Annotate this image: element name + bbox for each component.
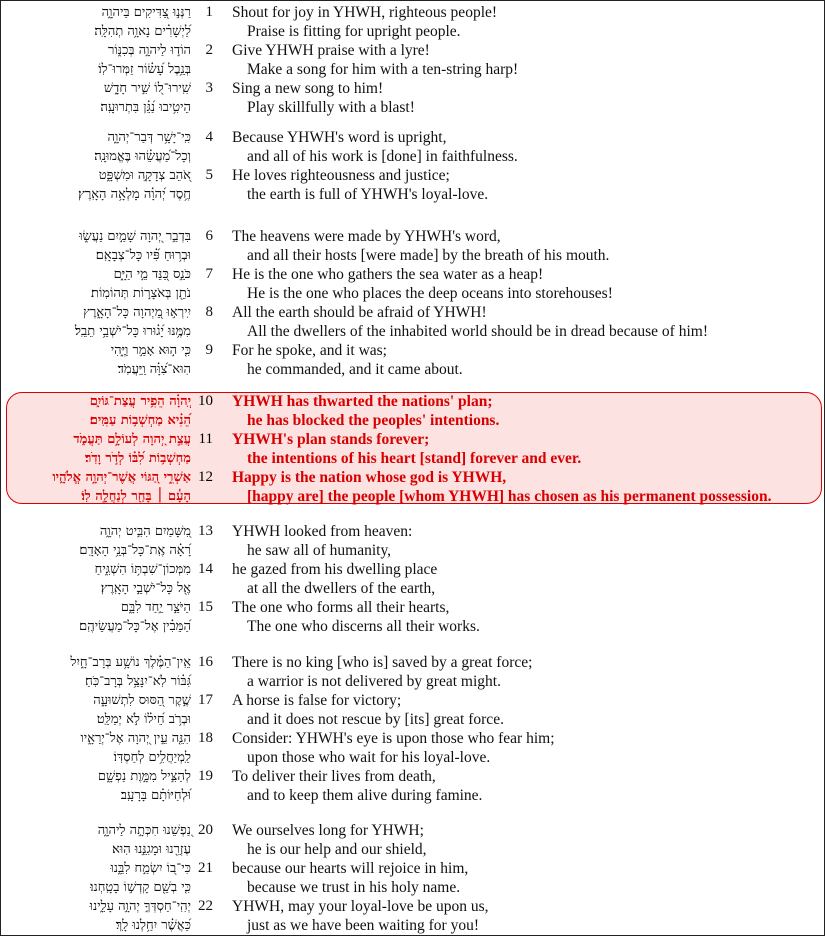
verse-continuation-line	[1, 60, 824, 79]
verse-line	[1, 41, 824, 60]
hebrew-text: הִנֵּ֤ה עֵ֣ין יְ֭הוָה אֶל־יְרֵאָ֑יו	[80, 731, 191, 746]
hebrew-text: לַ֝יְשָׁרִ֗ים נָאוָ֥ה תְהִלָּֽה׃	[94, 24, 191, 39]
hebrew-text: בִּדְבַ֣ר יְ֭הוָה שָׁמַ֣יִם נַעֲשׂ֑וּ	[79, 229, 191, 244]
hebrew-text: הַיֹּצֵ֣ר יַ֣חַד לִבָּ֑ם	[120, 600, 191, 615]
stanza	[1, 3, 824, 117]
verse-number: 5	[205, 167, 213, 183]
verse-number: 6	[205, 228, 213, 244]
verse-continuation-line	[1, 487, 824, 506]
hebrew-text: וּבְר֥וּחַ פִּ֝֗יו כָּל־צְבָאָֽם׃	[95, 248, 191, 263]
hebrew-text: רַנְּנ֣וּ צַ֭דִּיקִים בַּיהוָ֑ה	[101, 5, 191, 20]
english-translation: and all of his work is [done] in faithfulness.	[247, 148, 518, 165]
english-translation: The one who discerns all their works.	[247, 618, 480, 635]
hebrew-text: נֹתֵ֖ן בְּאֹצָר֣וֹת תְּהוֹמֽוֹת׃	[91, 286, 191, 301]
verse-continuation-line	[1, 147, 824, 166]
verse-continuation-line	[1, 916, 824, 935]
hebrew-text: לַֽמְיַחֲלִ֥ים לְחַסְדּֽוֹ׃	[113, 750, 191, 765]
verse-line	[1, 128, 824, 147]
verse-line	[1, 560, 824, 579]
verse-number: 22	[198, 898, 213, 914]
verse-line	[1, 392, 824, 411]
verse-line	[1, 3, 824, 22]
hebrew-text: כִּי־ב֭וֹ יִשְׂמַ֣ח לִבֵּ֑נוּ	[110, 861, 191, 876]
verse-number: 16	[198, 654, 213, 670]
verse-line	[1, 468, 824, 487]
hebrew-text: כִּ֤י בְשֵׁ֖ם קָדְשׁ֣וֹ בָטָֽחְנוּ׃	[90, 880, 191, 895]
english-translation: YHWH's plan stands forever;	[232, 431, 430, 448]
verse-continuation-line	[1, 449, 824, 468]
verse-continuation-line	[1, 579, 824, 598]
verse-line	[1, 166, 824, 185]
english-translation: and all their hosts [were made] by the breath of his mouth.	[247, 247, 610, 264]
verse-number: 13	[198, 523, 213, 539]
hebrew-text: עֲצַ֣ת יְ֭הוָה לְעוֹלָ֣ם תַּעֲמֹ֑ד	[73, 432, 191, 447]
english-translation: All the earth should be afraid of YHWH!	[232, 304, 487, 321]
hebrew-text: אֵֽין־הַמֶּ֗לֶךְ נוֹשָׁ֥ע בְּרָב־חָ֑יִל	[70, 655, 191, 670]
verse-number: 10	[198, 393, 213, 409]
hebrew-text: הָעָ֓ם ׀ בָּחַ֖ר לְנַחֲלָ֣ה לֽוֹ׃	[81, 489, 191, 504]
hebrew-text: אַשְׁרֵ֣י הַ֭גּוֹי אֲשֶׁר־יְהוָ֣ה אֱלֹהָ֑יו	[52, 470, 191, 485]
verse-continuation-line	[1, 710, 824, 729]
hebrew-text: כַּ֝אֲשֶׁ֗ר יִחַ֥לְנוּ לָֽךְ׃	[115, 918, 191, 933]
english-translation: just as we have been waiting for you!	[247, 917, 480, 934]
english-translation: Make a song for him with a ten-string harp!	[247, 61, 519, 78]
english-translation: Praise is fitting for upright people.	[247, 23, 461, 40]
english-translation: Sing a new song to him!	[232, 80, 384, 97]
verse-line	[1, 265, 824, 284]
verse-continuation-line	[1, 672, 824, 691]
verse-continuation-line	[1, 98, 824, 117]
hebrew-text: חֶ֥סֶד יְ֝הוָ֗ה מָלְאָ֥ה הָאָֽרֶץ׃	[78, 187, 191, 202]
english-translation: Play skillfully with a blast!	[247, 99, 415, 116]
verse-continuation-line	[1, 617, 824, 636]
hebrew-text: מִמְּכוֹן־שִׁבְתּ֥וֹ הִשְׁגִּ֑יחַ	[94, 562, 191, 577]
verse-line	[1, 522, 824, 541]
verse-number: 4	[205, 129, 213, 145]
english-translation: Happy is the nation whose god is YHWH,	[232, 469, 507, 486]
hebrew-text: הֽוּא־צִ֝וָּ֗ה וַֽיַּעֲמֹֽד׃	[117, 362, 191, 377]
english-translation: The one who forms all their hearts,	[232, 599, 450, 616]
hebrew-text: מִ֭שָּׁמַיִם הִבִּ֣יט יְהוָ֑ה	[99, 524, 191, 539]
hebrew-text: כִּ֤י ה֣וּא אָמַ֣ר וַיֶּ֑הִי	[110, 343, 191, 358]
verse-number: 21	[198, 860, 213, 876]
verse-line	[1, 859, 824, 878]
hebrew-text: יְהִֽי־חַסְדְּךָ֣ יְהוָ֣ה עָלֵ֑ינוּ	[89, 899, 191, 914]
verse-continuation-line	[1, 322, 824, 341]
english-translation: Because YHWH's word is upright,	[232, 129, 447, 146]
verse-line	[1, 598, 824, 617]
stanza	[1, 653, 824, 805]
hebrew-text: כִּֽי־יָשָׁ֥ר דְּבַר־יְהוָ֑ה	[107, 130, 191, 145]
verse-number: 12	[198, 469, 213, 485]
hebrew-text: רָ֝אָ֗ה אֶֽת־כָּל־בְּנֵ֥י הָאָדָֽם׃	[79, 543, 191, 558]
hebrew-text: לְהַצִּ֣יל מִמָּ֣וֶת נַפְשָׁ֑ם	[97, 769, 191, 784]
verse-continuation-line	[1, 786, 824, 805]
english-translation: upon those who wait for his loyal-love.	[247, 749, 491, 766]
stanza-highlighted	[1, 392, 824, 506]
verse-number: 11	[198, 431, 213, 447]
verse-line	[1, 767, 824, 786]
english-translation: He loves righteousness and justice;	[232, 167, 450, 184]
english-translation: There is no king [who is] saved by a great force;	[232, 654, 533, 671]
hebrew-text: הַ֝מֵּבִ֗ין אֶל־כָּל־מַעֲשֵׂיהֶֽם׃	[79, 619, 191, 634]
hebrew-text: בְּנֵ֥בֶל עָ֝שׂ֗וֹר זַמְּרוּ־לֽוֹ׃	[98, 62, 191, 77]
verse-line	[1, 729, 824, 748]
english-translation: he gazed from his dwelling place	[232, 561, 438, 578]
verse-number: 2	[205, 42, 213, 58]
hebrew-text: יְֽהוָ֗ה הֵפִ֥יר עֲצַת־גּוֹיִ֑ם	[89, 394, 191, 409]
hebrew-text: הוֹד֣וּ לַיהוָ֣ה בְּכִנּ֑וֹר	[108, 43, 191, 58]
hebrew-text: הֵ֝נִ֗יא מַחְשְׁב֥וֹת עַמִּֽים׃	[89, 413, 191, 428]
verse-number: 7	[205, 266, 213, 282]
english-translation: he commanded, and it came about.	[247, 361, 463, 378]
hebrew-text: מַחְשְׁב֥וֹת לִ֝בּ֗וֹ לְדֹ֣ר וָדֹֽר׃	[84, 451, 191, 466]
verse-continuation-line	[1, 878, 824, 897]
verse-continuation-line	[1, 284, 824, 303]
english-translation: the intentions of his heart [stand] forever and ever.	[247, 450, 582, 467]
stanza	[1, 227, 824, 379]
verse-number: 17	[198, 692, 213, 708]
verse-continuation-line	[1, 22, 824, 41]
verse-line	[1, 691, 824, 710]
hebrew-text: וּ֝לְחַיּוֹתָ֗ם בָּרָעָֽב׃	[120, 788, 191, 803]
verse-number: 18	[198, 730, 213, 746]
verse-continuation-line	[1, 246, 824, 265]
english-translation: YHWH has thwarted the nations' plan;	[232, 393, 493, 410]
hebrew-text: גִּ֝בּ֗וֹר לֹֽא־יִנָּצֵ֥ל בְּרָב־כֹּֽחַ׃	[85, 674, 191, 689]
stanza	[1, 522, 824, 636]
english-translation: He is the one who gathers the sea water as a heap!	[232, 266, 544, 283]
verse-number: 1	[205, 4, 213, 20]
english-translation: because we trust in his holy name.	[247, 879, 461, 896]
hebrew-text: שִֽׁירוּ־ל֭וֹ שִׁ֣יר חָדָ֑שׁ	[103, 81, 191, 96]
english-translation: We ourselves long for YHWH;	[232, 822, 424, 839]
hebrew-text: אֹ֭הֵב צְדָקָ֣ה וּמִשְׁפָּ֑ט	[98, 168, 191, 183]
english-translation: YHWH, may your loyal-love be upon us,	[232, 898, 489, 915]
english-translation: A horse is false for victory;	[232, 692, 402, 709]
stanza	[1, 128, 824, 204]
verse-line	[1, 227, 824, 246]
verse-number: 9	[205, 342, 213, 358]
english-translation: For he spoke, and it was;	[232, 342, 387, 359]
verse-continuation-line	[1, 411, 824, 430]
english-translation: All the dwellers of the inhabited world should be in dread because of him!	[247, 323, 708, 340]
english-translation: Give YHWH praise with a lyre!	[232, 42, 430, 59]
hebrew-text: כֹּנֵ֣ס כַּ֭נֵּד מֵ֣י הַיָּ֑ם	[113, 267, 191, 282]
english-translation: because our hearts will rejoice in him,	[232, 860, 469, 877]
english-translation: the earth is full of YHWH's loyal-love.	[247, 186, 489, 203]
english-translation: He is the one who places the deep oceans into storehouses!	[247, 285, 613, 302]
english-translation: at all the dwellers of the earth,	[247, 580, 436, 597]
stanza	[1, 821, 824, 935]
verse-line	[1, 303, 824, 322]
verse-continuation-line	[1, 185, 824, 204]
verse-line	[1, 430, 824, 449]
verse-number: 3	[205, 80, 213, 96]
verse-number: 8	[205, 304, 213, 320]
verse-continuation-line	[1, 748, 824, 767]
hebrew-text: הֵיטִ֥יבוּ נַ֝גֵּ֗ן בִּתְרוּעָֽה׃	[100, 100, 191, 115]
verse-continuation-line	[1, 840, 824, 859]
english-translation: Shout for joy in YHWH, righteous people!	[232, 4, 498, 21]
english-translation: Consider: YHWH's eye is upon those who fear him;	[232, 730, 555, 747]
hebrew-text: יִֽירְא֣וּ מֵ֭יְהוָה כָּל־הָאָ֑רֶץ	[83, 305, 191, 320]
verse-line	[1, 79, 824, 98]
verse-line	[1, 897, 824, 916]
english-translation: To deliver their lives from death,	[232, 768, 436, 785]
english-translation: he is our help and our shield,	[247, 841, 427, 858]
english-translation: and to keep them alive during famine.	[247, 787, 483, 804]
verse-number: 15	[198, 599, 213, 615]
hebrew-text: וְכָל־מַ֝עֲשֵׂ֗הוּ בֶּאֱמוּנָֽה׃	[94, 149, 191, 164]
verse-number: 19	[198, 768, 213, 784]
hebrew-text: נַ֭פְשֵׁנוּ חִכְּתָ֣ה לַיהוָ֑ה	[97, 823, 191, 838]
verse-continuation-line	[1, 541, 824, 560]
hebrew-text: עֶזְרֵ֖נוּ וּמָגִנֵּ֣נוּ הֽוּא׃	[112, 842, 191, 857]
verse-line	[1, 341, 824, 360]
english-translation: a warrior is not delivered by great might.	[247, 673, 501, 690]
english-translation: YHWH looked from heaven:	[232, 523, 413, 540]
hebrew-text: וּבְרֹ֥ב חֵ֝יל֗וֹ לֹ֣א יְמַלֵּֽט׃	[96, 712, 191, 727]
english-translation: and it does not rescue by [its] great force.	[247, 711, 504, 728]
english-translation: he has blocked the peoples' intentions.	[247, 412, 500, 429]
english-translation: The heavens were made by YHWH's word,	[232, 228, 501, 245]
hebrew-text: שֶׁ֣קֶר הַ֭סּוּס לִתְשׁוּעָ֑ה	[93, 693, 191, 708]
verse-continuation-line	[1, 360, 824, 379]
hebrew-text: אֶ֖ל כָּל־יֹשְׁבֵ֣י הָאָֽרֶץ׃	[100, 581, 191, 596]
verse-number: 14	[198, 561, 213, 577]
verse-line	[1, 653, 824, 672]
english-translation: [happy are] the people [whom YHWH] has chosen as his permanent possession.	[247, 488, 772, 505]
english-translation: he saw all of humanity,	[247, 542, 392, 559]
hebrew-text: מִמֶּ֥נּוּ יָ֝ג֗וּרוּ כָּל־יֹשְׁבֵ֥י תֵבֵֽל׃	[74, 324, 191, 339]
verse-line	[1, 821, 824, 840]
verse-number: 20	[198, 822, 213, 838]
